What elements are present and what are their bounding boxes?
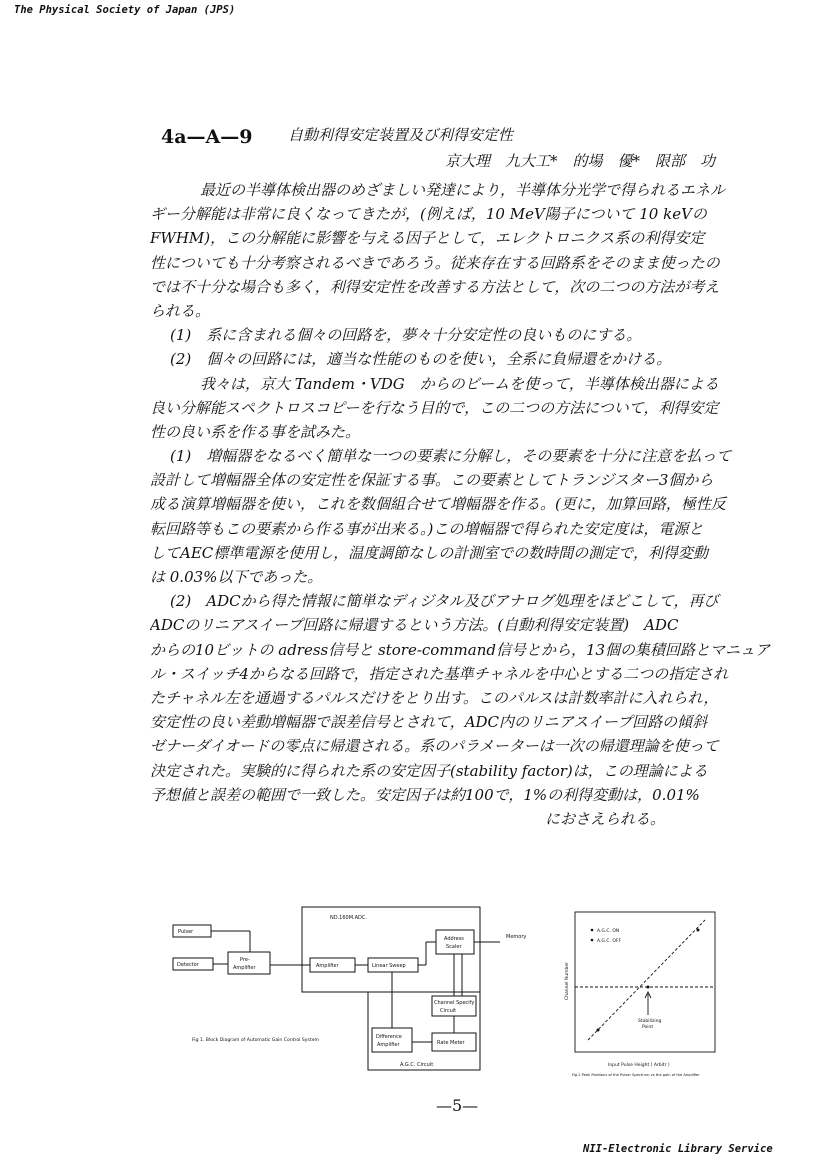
abstract-title: 自動利得安定装置及び利得安定性 [288,126,514,144]
body-line: 性についても十分考察されるべきであろう。従来存在する回路系をそのまま使ったの [150,253,720,272]
body-line: では不十分な場合も多く，利得安定性を改善する方法として，次の二つの方法が考え [150,277,720,296]
body-line: ゼナーダイオードの零点に帰還される。系のパラメーターは一次の帰還理論を使って [150,737,719,756]
body-line: (2) 個々の回路には，適当な性能のものを使い，全系に負帰還をかける。 [170,350,672,369]
abstract-number: 4a—A—9 [161,126,253,148]
page-number: —5— [436,1096,479,1115]
body-line: 予想値と誤差の範囲で一致した。安定因子は約100で，1%の利得変動は，0.01% [150,785,700,804]
journal-header: The Physical Society of Japan (JPS) [14,4,236,16]
legend-marker [591,939,594,942]
body-line: ADCのリニアスイープ回路に帰還するという方法。(自動利得安定装置) ADC [150,616,679,635]
memory-label: Memory [506,934,527,940]
body-line: 決定された。実験的に得られた系の安定因子(stability factor)は，この理論による [150,761,708,780]
preamp-label: Pre- [240,957,250,963]
body-line: (1) 系に含まれる個々の回路を，夢々十分安定性の良いものにする。 [170,326,642,345]
library-footer: NII-Electronic Library Service [583,1143,773,1155]
body-line: 最近の半導体検出器のめざましい発達により，半導体分光学で得られるエネル [200,181,726,199]
diff-amp-label: Amplifier [377,1042,400,1048]
body-line: たチャネル左を通過するパルスだけをとり出す。このパルスは計数率計に入れられ， [150,688,719,707]
linear-sweep-label: Linear Sweep [372,963,406,969]
address-scaler-label: Scaler [446,944,462,950]
data-point [697,929,700,932]
data-point [647,986,650,989]
fig1-caption: Fig 1. Block Diagram of Automatic Gain Control System [192,1038,319,1043]
pulser-label: Pulser [178,929,194,935]
channel-specify-label: Circuit [440,1008,457,1014]
channel-specify-label: Channel Specify [434,1000,475,1006]
stabilizing-label: Stabilizing [638,1019,662,1024]
legend-agc-on: A.G.C. ON [597,929,620,934]
authors: 京大理 九大工* 的場 優* 限部 功 [445,152,716,170]
legend-agc-off: A.G.C. OFF [597,939,622,944]
body-line: してAEC標準電源を使用し，温度調節なしの計測室での数時間の測定で，利得変動 [150,543,708,562]
adc-box-label: ND.160M.ADC. [330,915,367,921]
detector-label: Detector [177,962,199,968]
body-line: 安定性の良い差動増幅器で誤差信号とされて，ADC内のリニアスイープ回路の傾斜 [150,713,708,732]
body-line: ギー分解能は非常に良くなってきたが，(例えば，10 MeV陽子について 10 keVの [150,205,707,224]
body-line: におさえられる。 [545,809,666,828]
body-line: ル・スイッチ4からなる回路で，指定された基準チャネルを中心とする二つの指定され [150,664,729,683]
stabilizing-label: Point [642,1025,654,1030]
plot-xlabel: Input Pulse Height ( Arbitr ) [608,1063,670,1068]
amplifier-label: Amplifier [316,963,339,969]
body-line: 成る演算増幅器を使い，これを数個組合せて増幅器を作る。(更に，加算回路，極性反 [150,495,726,514]
rate-meter-label: Rate Meter [437,1040,465,1046]
body-line: られる。 [150,301,211,320]
body-line: からの10ビットの adress信号と store-command信号とから，13個の集積回路とマニュア [150,640,771,659]
address-scaler-label: Address [444,936,464,942]
fig2-caption: Fig.2 Peak Positions of the Pulser Spectrum vs the gain of the Amplifier [572,1073,700,1077]
diff-amp-label: Difference [376,1034,402,1040]
body-line: 転回路等もこの要素から作る事が出来る。)この増幅器で得られた安定度は，電源と [150,519,704,538]
body-line: は 0.03%以下であった。 [150,568,323,586]
body-line: (2) ADCから得た情報に簡単なディジタル及びアナログ処理をほどこして，再び [170,592,719,611]
preamp-label: Amplifier [233,965,256,971]
body-line: FWHM)，この分解能に影響を与える因子として，エレクトロニクス系の利得安定 [150,229,705,248]
plot-ylabel: Channel Number [565,962,570,1000]
agc-circuit-label: A.G.C. Circuit [400,1062,434,1068]
legend-marker [591,929,594,932]
body-line: 良い分解能スペクトロスコピーを行なう目的で，この二つの方法について，利得安定 [150,398,719,417]
body-line: (1) 増幅器をなるべく簡単な一つの要素に分解し，その要素を十分に注意を払って [170,447,732,466]
body-line: 性の良い系を作る事を試みた。 [150,422,361,441]
body-line: 設計して増幅器全体の安定性を保証する事。この要素としてトランジスター3個から [150,471,714,490]
data-point [597,1029,600,1032]
body-line: 我々は，京大 Tandem・VDG からのビームを使って，半導体検出器による [200,374,719,393]
